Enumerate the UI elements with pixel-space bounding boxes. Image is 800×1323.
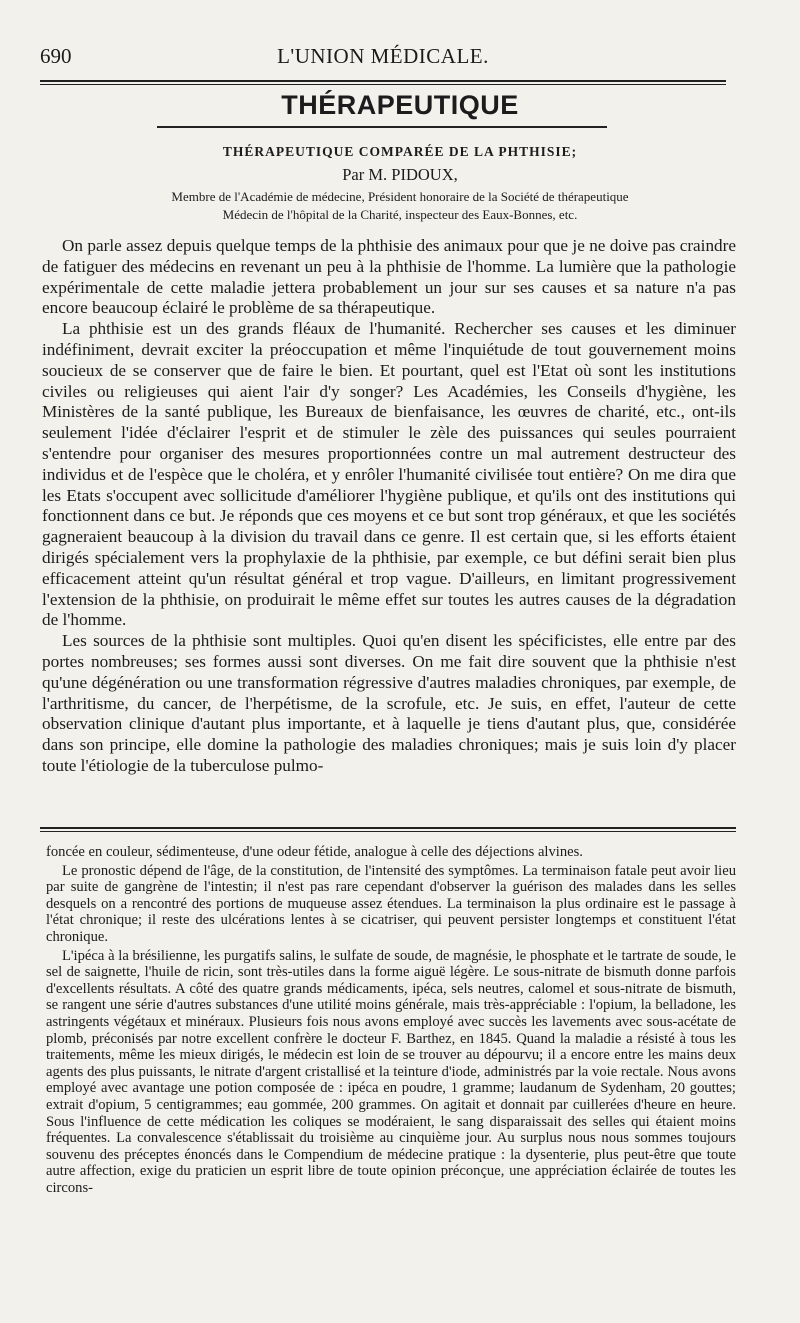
feuilleton-body (46, 844, 736, 1198)
body-paragraph: La phthisie est un des grands fléaux de l'humanité. Rechercher ses causes et les diminuer indéfiniment, devrait exciter la préoccupation et même l'inquiétude de tout gouvernement moins soucieux de se conserver que de faire le bien. Et pourtant, quel est l'Etat où sont les institutions civiles ou religieuses qui aient l'air d'y songer? Les Académies, les Conseils d'hygiène, les Ministères de la santé publique, les Bureaux de bienfaisance, les œuvres de charité, etc., ont-ils seulement l'idée d'éclairer l'esprit et de stimuler le zèle des puissances qui seules pourraient s'entendre pour organiser des mesures proportionnées contre un mal autrement destructeur des individus et de l'espèce que le choléra, et y enrôler l'humanité civilisée tout entière? On me dira que les Etats s'occupent avec sollicitude d'améliorer l'hygiène publique, et qu'ils ont des institutions qui fonctionnent dans ce but. Je réponds que ces moyens et ce but sont trop généraux, et que les sociétés gagneraient beaucoup à la division du travail dans ce genre. Il est certain que, si les efforts étaient dirigés spécialement vers la prophylaxie de la phthisie, par exemple, ce but défini serait bien plus efficacement atteint qu'un résultat général et trop vague. D'ailleurs, en limitant progressivement l'extension de la phthisie, on produirait le même effet sur toutes les autres causes de la dégradation de l'homme. (42, 319, 736, 630)
author-affiliation-2: Médecin de l'hôpital de la Charité, inspecteur des Eaux-Bonnes, etc. (222, 207, 578, 222)
header-rule (40, 80, 726, 82)
feuilleton-paragraph: L'ipéca à la brésilienne, les purgatifs salins, le sulfate de soude, de magnésie, le phosphate et le tartrate de soude, le sel de saignette, l'huile de ricin, sont très-utiles dans la forme aiguë légère. Le sous-nitrate de bismuth donne parfois d'excellents résultats. A côté des quatre grands médicaments, ipéca, sels neutres, calomel et sous-nitrate de bismuth, se rangent une série d'autres substances d'une utilité moins générale, mais très-appréciable : l'opium, la belladone, les astringents végétaux et minéraux. Plusieurs fois nous avons employé avec succès les lavements avec sous-acétate de plomb, préconisés par notre excellent confrère le docteur F. Barthez, en 1845. Quand la maladie a résisté à tous les traitements, même les mieux dirigés, le médecin est loin de se trouver au dépourvu; il a encore entre les mains deux agents des plus puissants, le nitrate d'argent cristallisé et la teinture d'iode, administrés par la voie rectale. Nous avons employé avec avantage une potion composée de : ipéca en poudre, 1 gramme; laudanum de Sydenham, 20 gouttes; extrait d'opium, 5 centigrammes; eau gommée, 200 grammes. On agitait et donnait par cuillerées d'heure en heure. Sous l'influence de cette médication les coliques se modéraient, le sang disparaissait des selles qui étaient moins fréquentes. La convalescence s'établissait du troisième au cinquième jour. Au surplus nous nous sommes toujours souvenu des préceptes énoncés dans le Compendium de médecine pratique : la dysenterie, plus peut-être que toute autre affection, exige du praticien un esprit libre de toute opinion préconçue, une appréciation éclairée de toutes les circons- (46, 947, 736, 1196)
page-header (40, 44, 726, 76)
feuilleton-paragraph: foncée en couleur, sédimenteuse, d'une odeur fétide, analogue à celle des déjections alvines. (46, 844, 583, 860)
body-paragraph: On parle assez depuis quelque temps de la phthisie des animaux pour que je ne doive pas craindre de fatiguer des médecins en revenant un peu à la phthisie de l'homme. La lumière que la pathologie expérimentale de cette maladie jettera probablement un jour sur ses causes et sa nature n'a pas encore beaucoup éclairé le problème de sa thérapeutique. (42, 236, 736, 318)
body-paragraph: Les sources de la phthisie sont multiples. Quoi qu'en disent les spécificistes, elle entre par des portes nombreuses; ses formes aussi sont diverses. On me fait dire souvent que la phthisie n'est qu'une dégénération ou une transformation régressive d'autres maladies chroniques, par exemple, de l'arthritisme, du cancer, de l'herpétisme, de la scrofule, etc. Je suis, en effet, l'auteur de cette observation clinique d'autant plus importante, et à laquelle je tiens d'autant plus, que, considérée dans son principe, elle domine la pathologie des maladies chroniques; mais je suis loin d'y placer toute l'étiologie de la tuberculose pulmo- (42, 631, 736, 775)
header-rule-thin (40, 84, 726, 85)
feuilleton-rule-thin (40, 831, 736, 832)
article-body (42, 236, 736, 777)
page-number: 690 (40, 44, 72, 68)
section-title-rule (157, 126, 607, 128)
article-title: THÉRAPEUTIQUE COMPARÉE DE LA PHTHISIE; (222, 144, 578, 159)
journal-title: L'UNION MÉDICALE. (277, 44, 489, 68)
feuilleton-rule (40, 827, 736, 829)
author-affiliation-1: Membre de l'Académie de médecine, Président honoraire de la Société de thérapeutique (171, 189, 629, 204)
feuilleton-paragraph: Le pronostic dépend de l'âge, de la constitution, de l'intensité des symptômes. La terminaison fatale peut avoir lieu par suite de gangrène de l'intestin; il n'est pas rare cependant d'observer la guérison des malades dans les selles desquels on a rencontré des portions de muqueuse assez étendues. La terminaison la plus ordinaire est le passage à l'état chronique; il reste des ulcérations lentes à se cicatriser, qui peuvent persister longtemps et constituent l'état chronique. (46, 862, 736, 945)
article-byline: Par M. PIDOUX, (342, 165, 458, 184)
section-title: THÉRAPEUTIQUE (281, 90, 519, 120)
